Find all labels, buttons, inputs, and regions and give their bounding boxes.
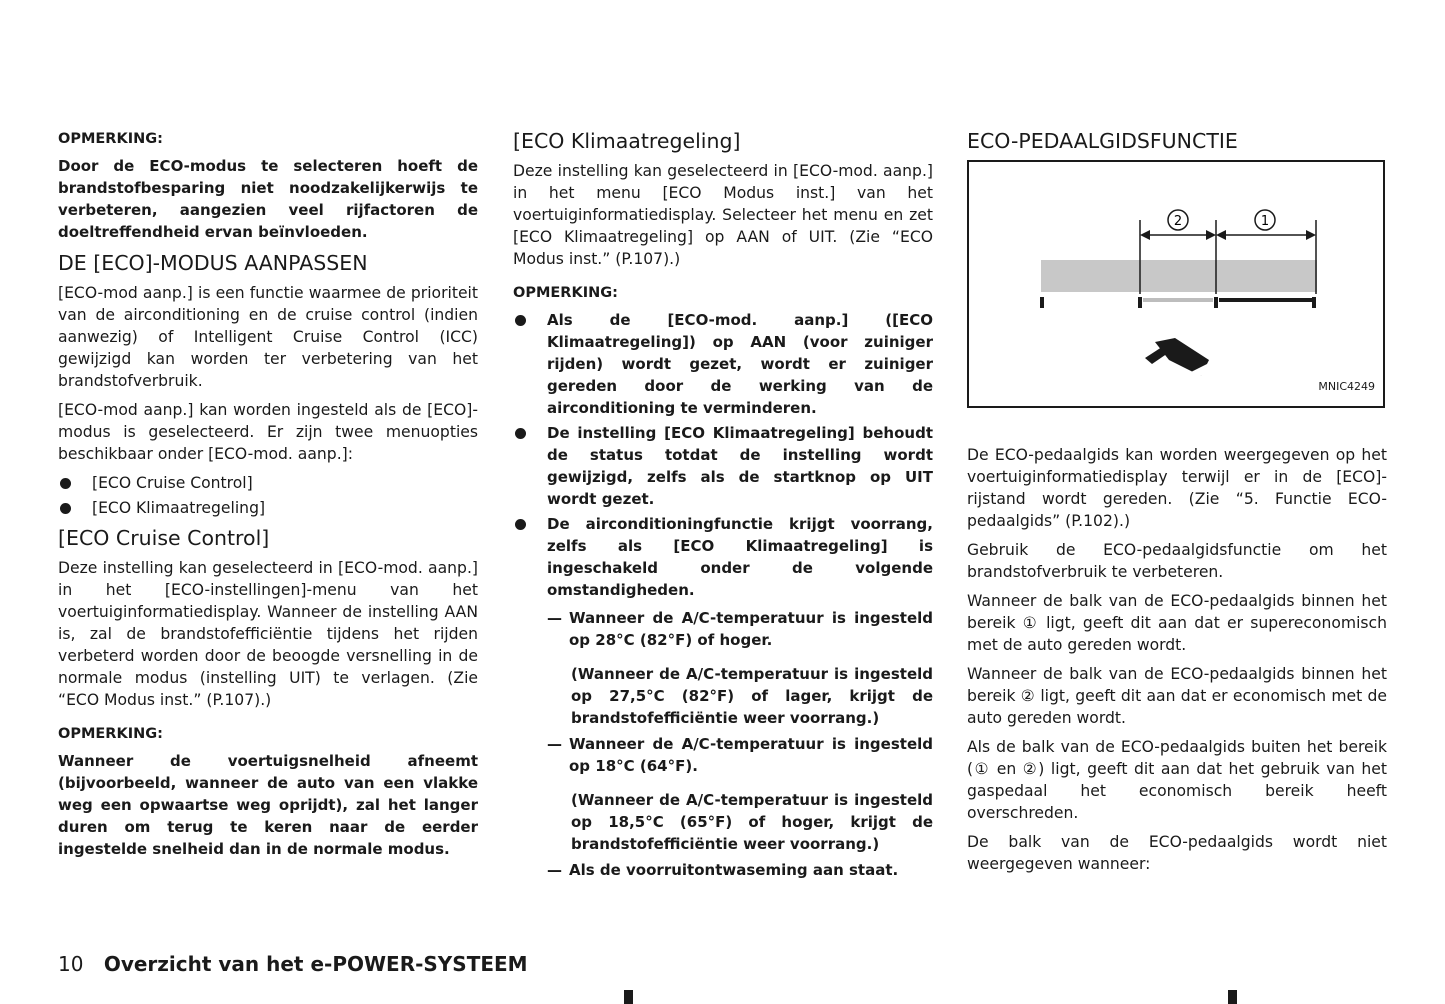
- column-right: [967, 128, 1387, 882]
- dash-text: Wanneer de A/C-temperatuur is ingesteld op 18°C (64°F).: [569, 735, 933, 775]
- scale-tick: [1214, 297, 1218, 308]
- paragraph: [ECO-mod aanp.] kan worden ingesteld als de [ECO]-modus is geselecteerd. Er zijn twee menuopties beschikbaar onder [ECO-mod. aanp.]:: [58, 401, 478, 463]
- scale-tick: [1312, 297, 1316, 308]
- paragraph: Wanneer de balk van de ECO-pedaalgids binnen het bereik ① ligt, geeft dit aan dat er supereconomisch met de auto gereden wordt.: [967, 592, 1387, 654]
- note-label: OPMERKING:: [513, 285, 618, 301]
- scale-tick: [1040, 297, 1044, 308]
- eco-pedal-guide-diagram: [969, 162, 1387, 410]
- list-item: [ECO Klimaatregeling]: [58, 497, 478, 519]
- range-2-label: 2: [1173, 214, 1183, 229]
- dash-item: [513, 607, 933, 651]
- scale-tick: [1138, 297, 1142, 308]
- range-2-indicator: [1143, 298, 1213, 302]
- dash-text: Wanneer de A/C-temperatuur is ingesteld op 28°C (82°F) of hoger.: [569, 609, 933, 649]
- paragraph: [ECO-mod aanp.] is een functie waarmee de prioriteit van de airconditioning en de cruise control (indien aanwezig) of Intelligent Cruise Control (ICC) gewijzigd kan worden ter verbetering van het brandstofverbruik.: [58, 284, 478, 390]
- page-number: 10: [58, 952, 84, 976]
- dash-subnote: (Wanneer de A/C-temperatuur is ingesteld op 27,5°C (82°F) of lager, krijgt de brandstofefficiëntie weer voorrang.): [571, 665, 933, 727]
- list-item: [ECO Cruise Control]: [58, 472, 478, 494]
- section-heading-eco-cruise: [ECO Cruise Control]: [58, 526, 270, 550]
- paragraph: Gebruik de ECO-pedaalgidsfunctie om het brandstofverbruik te verbeteren.: [967, 541, 1387, 581]
- figure-code: MNIC4249: [1318, 380, 1375, 393]
- list-item: Als de [ECO-mod. aanp.] ([ECO Klimaatregeling]) op AAN (voor zuiniger rijden) wordt gezet, wordt er zuiniger gereden door de werking van de airconditioning te verminderen.: [513, 309, 933, 419]
- dash-subnote: (Wanneer de A/C-temperatuur is ingesteld op 18,5°C (65°F) of hoger, krijgt de brandstofefficiëntie weer voorrang.): [571, 791, 933, 853]
- page-footer: [58, 952, 528, 976]
- paragraph: Wanneer de balk van de ECO-pedaalgids binnen het bereik ② ligt, geeft dit aan dat er economisch met de auto gereden wordt.: [967, 665, 1387, 727]
- section-heading-eco-pedal: ECO-PEDAALGIDSFUNCTIE: [967, 129, 1238, 153]
- paragraph: Deze instelling kan geselecteerd in [ECO-mod. aanp.] in het menu [ECO Modus inst.] van het voertuiginformatiedisplay. Selecteer het menu en zet [ECO Klimaatregeling] op AAN of UIT. (Zie “ECO Modus inst.” (P.107).): [513, 162, 933, 268]
- arrow-head: [1140, 230, 1150, 240]
- dash-symbol: —: [547, 735, 562, 753]
- dash-text: Als de voorruitontwaseming aan staat.: [569, 861, 899, 879]
- crop-mark: [624, 990, 633, 1004]
- list-item: De airconditioningfunctie krijgt voorrang, zelfs als [ECO Klimaatregeling] is ingeschakeld onder de volgende omstandigheden.: [513, 513, 933, 601]
- column-left: [58, 128, 478, 867]
- note-text: Wanneer de voertuigsnelheid afneemt (bijvoorbeeld, wanneer de auto van een vlakke weg een opwaartse weg oprijdt), zal het langer duren om terug te keren naar de eerder ingestelde snelheid dan in de normale modus.: [58, 752, 478, 858]
- paragraph: De ECO-pedaalgids kan worden weergegeven op het voertuiginformatiedisplay terwijl er in de [ECO]-rijstand wordt gereden. (Zie “5. Functie ECO-pedaalgids” (P.102).): [967, 446, 1387, 530]
- eco-pedal-guide-figure: [967, 160, 1385, 408]
- note-label: OPMERKING:: [58, 131, 163, 147]
- note-label: OPMERKING:: [58, 726, 163, 742]
- section-title: Overzicht van het e-POWER-SYSTEEM: [103, 952, 528, 976]
- arrow-head: [1206, 230, 1216, 240]
- dash-symbol: —: [547, 609, 562, 627]
- menu-options-list: [58, 472, 478, 519]
- foot-on-pedal-icon: [1145, 338, 1215, 378]
- note-text: Door de ECO-modus te selecteren hoeft de brandstofbesparing niet noodzakelijkerwijs te verbeteren, aangezien veel rijfactoren de doeltreffendheid ervan beïnvloeden.: [58, 157, 478, 241]
- arrow-head: [1216, 230, 1226, 240]
- range-1-label: 1: [1260, 214, 1270, 229]
- paragraph: Als de balk van de ECO-pedaalgids buiten het bereik (① en ②) ligt, geeft dit aan dat het gebruik van het gaspedaal het economisch bereik heeft overschreden.: [967, 738, 1387, 822]
- dash-item: [513, 859, 933, 881]
- column-middle: [513, 128, 933, 885]
- crop-mark: [1228, 990, 1237, 1004]
- arrow-head: [1306, 230, 1316, 240]
- paragraph: Deze instelling kan geselecteerd in [ECO-mod. aanp.] in het [ECO-instellingen]-menu van het voertuiginformatiedisplay. Wanneer de instelling AAN is, zal de brandstofefficiëntie tijdens het rijden verbeterd worden door de beoogde versnelling in de normale modus (instelling UIT) te verlagen. (Zie “ECO Modus inst.” (P.107).): [58, 559, 478, 709]
- paragraph: De balk van de ECO-pedaalgids wordt niet weergegeven wanneer:: [967, 833, 1387, 873]
- section-heading-eco-mode: DE [ECO]-MODUS AANPASSEN: [58, 251, 368, 275]
- note-bullet-list: [513, 309, 933, 601]
- pedal-guide-bar: [1041, 260, 1317, 292]
- range-1-indicator: [1219, 298, 1312, 302]
- dash-symbol: —: [547, 861, 562, 879]
- section-heading-eco-climate: [ECO Klimaatregeling]: [513, 129, 741, 153]
- dash-item: [513, 733, 933, 777]
- list-item: De instelling [ECO Klimaatregeling] behoudt de status totdat de instelling wordt gewijzigd, zelfs als de startknop op UIT wordt gezet.: [513, 422, 933, 510]
